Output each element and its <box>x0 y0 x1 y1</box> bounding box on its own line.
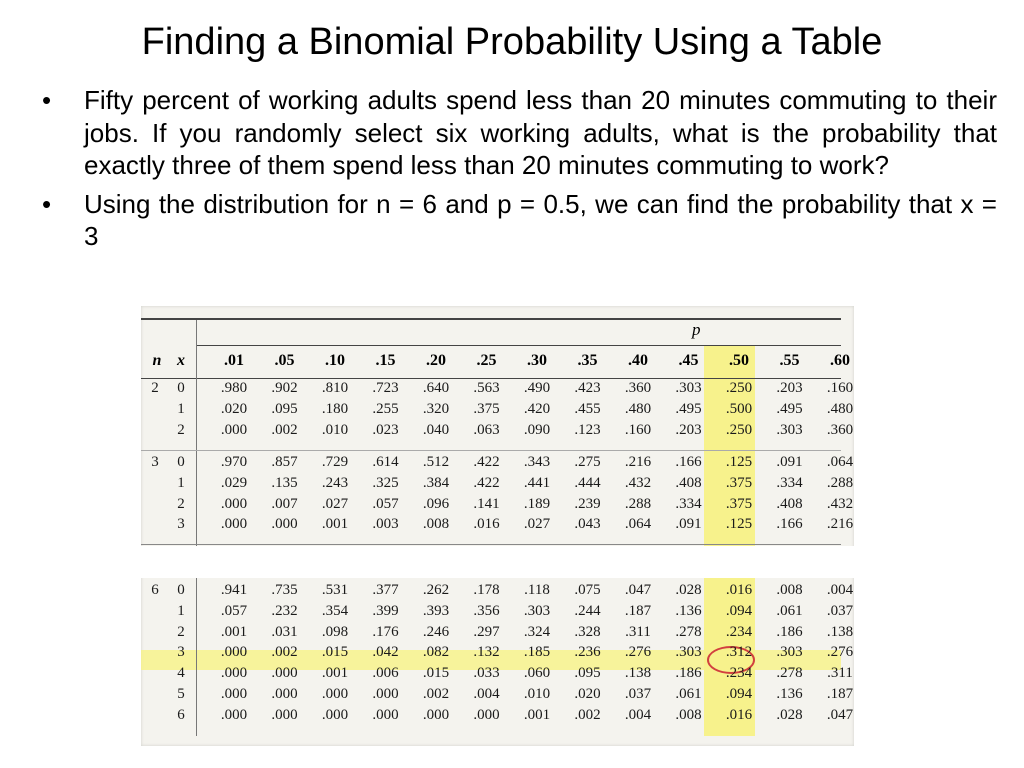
bullet-text: Using the distribution for n = 6 and p = 0.5, we can find the probability that x = 3 <box>84 188 997 252</box>
probability-cell: .008 <box>675 706 702 723</box>
probability-cell: .000 <box>271 706 298 723</box>
probability-cell: .000 <box>220 421 248 438</box>
probability-cell: .000 <box>220 686 248 702</box>
probability-cell: .297 <box>473 623 500 640</box>
probability-cell: .037 <box>826 602 854 619</box>
probability-cell: .980 <box>220 380 248 396</box>
probability-cell: .408 <box>776 495 803 512</box>
probability-cell: .360 <box>826 421 854 438</box>
probability-cell: .004 <box>826 582 854 598</box>
probability-cell: .203 <box>776 380 803 396</box>
probability-cell: .303 <box>776 421 803 438</box>
probability-cell: .118 <box>524 582 550 598</box>
probability-cell: .480 <box>624 400 652 417</box>
probability-cell: .031 <box>271 623 298 640</box>
x-value: 0 <box>177 454 185 470</box>
probability-cell: .138 <box>624 665 652 682</box>
probability-cell: .312 <box>725 644 753 661</box>
probability-cell: .288 <box>826 474 854 491</box>
probability-cell: .512 <box>422 454 450 470</box>
probability-cell: .857 <box>271 454 298 470</box>
probability-cell: .057 <box>372 495 399 512</box>
probability-cell: .023 <box>372 421 399 438</box>
probability-cell: .020 <box>574 686 601 702</box>
probability-cell: .091 <box>776 454 803 470</box>
x-value: 1 <box>177 400 185 417</box>
probability-cell: .061 <box>675 686 702 702</box>
probability-cell: .311 <box>827 665 853 682</box>
header-bottom-rule <box>141 378 841 379</box>
probability-cell: .276 <box>826 644 854 661</box>
probability-cell: .008 <box>422 516 450 533</box>
probability-cell: .236 <box>574 644 601 661</box>
x-value: 3 <box>177 644 185 661</box>
probability-cell: .420 <box>523 400 551 417</box>
probability-cell: .000 <box>220 644 248 661</box>
bullet-text: Fifty percent of working adults spend less than 20 minutes commuting to their jobs. If you randomly select six working adults, what is the probability that exactly three of them spend less than 20 minutes commuting to work? <box>84 85 997 181</box>
probability-cell: .354 <box>321 602 349 619</box>
probability-cell: .216 <box>624 454 652 470</box>
probability-cell: .384 <box>422 474 450 491</box>
probability-cell: .325 <box>372 474 399 491</box>
p-value-header: .35 <box>577 352 598 369</box>
probability-cell: .441 <box>523 474 551 491</box>
probability-cell: .000 <box>271 665 298 682</box>
probability-cell: .000 <box>372 686 399 702</box>
probability-cell: .250 <box>725 421 753 438</box>
probability-cell: .563 <box>473 380 500 396</box>
probability-cell: .356 <box>473 602 500 619</box>
probability-cell: .000 <box>473 706 500 723</box>
probability-cell: .278 <box>776 665 803 682</box>
x-value: 2 <box>177 421 185 438</box>
probability-cell: .432 <box>624 474 652 491</box>
p-value-header: .45 <box>678 352 699 369</box>
probability-cell: .423 <box>574 380 601 396</box>
probability-cell: .135 <box>271 474 298 491</box>
probability-cell: .095 <box>574 665 601 682</box>
probability-cell: .377 <box>372 582 399 598</box>
probability-cell: .094 <box>725 686 753 702</box>
probability-cell: .033 <box>473 665 500 682</box>
probability-cell: .216 <box>826 516 854 533</box>
probability-cell: .375 <box>473 400 500 417</box>
table-top-rule <box>141 318 841 320</box>
probability-cell: .375 <box>725 474 753 491</box>
probability-cell: .320 <box>422 400 450 417</box>
p-underline <box>196 345 841 346</box>
p-value-header: .15 <box>375 352 396 369</box>
probability-cell: .311 <box>625 623 651 640</box>
probability-cell: .125 <box>725 516 753 533</box>
probability-cell: .015 <box>321 644 349 661</box>
probability-cell: .246 <box>422 623 450 640</box>
x-value: 6 <box>177 706 185 723</box>
probability-cell: .500 <box>725 400 753 417</box>
x-header: x <box>177 352 185 369</box>
table-gap <box>141 546 854 578</box>
probability-cell: .006 <box>372 665 399 682</box>
probability-cell: .090 <box>523 421 551 438</box>
p-value-header: .20 <box>426 352 446 369</box>
p-value-header: .05 <box>274 352 295 369</box>
probability-cell: .064 <box>826 454 854 470</box>
probability-cell: .328 <box>574 623 601 640</box>
probability-cell: .303 <box>523 602 551 619</box>
probability-cell: .160 <box>624 421 652 438</box>
bullet-icon: • <box>42 188 52 219</box>
probability-cell: .729 <box>321 454 349 470</box>
probability-cell: .480 <box>826 400 854 417</box>
probability-cell: .334 <box>776 474 803 491</box>
probability-cell: .057 <box>220 602 248 619</box>
probability-cell: .002 <box>271 421 298 438</box>
probability-cell: .000 <box>220 706 248 723</box>
bullet-item <box>40 188 997 253</box>
probability-cell: .393 <box>422 602 450 619</box>
n-value: 6 <box>151 582 159 598</box>
probability-cell: .016 <box>725 582 753 598</box>
probability-cell: .178 <box>473 582 500 598</box>
probability-cell: .008 <box>776 582 803 598</box>
probability-cell: .495 <box>776 400 803 417</box>
bullet-item <box>40 84 997 182</box>
probability-cell: .042 <box>372 644 399 661</box>
binomial-table-image <box>141 306 854 746</box>
p-value-header: .10 <box>325 352 345 369</box>
probability-cell: .123 <box>574 421 601 438</box>
probability-cell: .043 <box>574 516 601 533</box>
probability-cell: .334 <box>675 495 702 512</box>
probability-cell: .002 <box>271 644 298 661</box>
probability-cell: .138 <box>826 623 854 640</box>
probability-cell: .244 <box>574 602 601 619</box>
probability-cell: .640 <box>422 380 450 396</box>
p-value-header: .60 <box>830 352 850 369</box>
probability-cell: .098 <box>321 623 349 640</box>
probability-cell: .001 <box>523 706 551 723</box>
probability-cell: .422 <box>473 474 500 491</box>
p-value-header: .01 <box>224 352 244 369</box>
probability-cell: .187 <box>624 602 652 619</box>
probability-cell: .187 <box>826 686 854 702</box>
x-value: 1 <box>177 602 185 619</box>
probability-cell: .028 <box>675 582 702 598</box>
probability-cell: .000 <box>220 665 248 682</box>
probability-cell: .186 <box>675 665 702 682</box>
probability-cell: .095 <box>271 400 298 417</box>
probability-cell: .091 <box>675 516 702 533</box>
probability-cell: .001 <box>321 665 349 682</box>
probability-cell: .082 <box>422 644 450 661</box>
probability-cell: .016 <box>725 706 753 723</box>
p-label: p <box>692 320 701 339</box>
x-value: 4 <box>177 665 185 682</box>
probability-cell: .399 <box>372 602 399 619</box>
probability-cell: .047 <box>826 706 854 723</box>
x-value: 2 <box>177 623 185 640</box>
probability-cell: .136 <box>675 602 702 619</box>
probability-cell: .970 <box>220 454 248 470</box>
p-value-header: .40 <box>628 352 648 369</box>
probability-cell: .288 <box>624 495 652 512</box>
probability-cell: .614 <box>372 454 399 470</box>
n-value: 2 <box>151 380 159 396</box>
probability-cell: .180 <box>321 400 349 417</box>
x-value: 3 <box>177 516 185 533</box>
probability-cell: .004 <box>624 706 652 723</box>
x-value: 1 <box>177 474 185 491</box>
bullet-list <box>40 84 997 259</box>
probability-cell: .250 <box>725 380 753 396</box>
probability-cell: .490 <box>523 380 551 396</box>
probability-cell: .020 <box>220 400 248 417</box>
probability-cell: .015 <box>422 665 450 682</box>
probability-cell: .232 <box>271 602 298 619</box>
probability-cell: .007 <box>271 495 298 512</box>
probability-cell: .001 <box>220 623 248 640</box>
probability-cell: .303 <box>675 380 702 396</box>
probability-cell: .094 <box>725 602 753 619</box>
probability-cell: .125 <box>725 454 753 470</box>
probability-cell: .303 <box>675 644 702 661</box>
probability-cell: .003 <box>372 516 399 533</box>
probability-cell: .166 <box>776 516 803 533</box>
probability-cell: .029 <box>220 474 248 491</box>
probability-cell: .061 <box>776 602 803 619</box>
p-value-header: .55 <box>779 352 800 369</box>
probability-cell: .278 <box>675 623 702 640</box>
probability-cell: .160 <box>826 380 854 396</box>
probability-cell: .375 <box>725 495 753 512</box>
probability-cell: .408 <box>675 474 702 491</box>
probability-cell: .444 <box>574 474 601 491</box>
probability-cell: .000 <box>321 706 349 723</box>
probability-cell: .189 <box>523 495 551 512</box>
probability-cell: .075 <box>574 582 601 598</box>
probability-cell: .735 <box>271 582 298 598</box>
column-divider <box>196 578 197 736</box>
probability-cell: .176 <box>372 623 399 640</box>
probability-cell: .185 <box>523 644 551 661</box>
block-divider <box>141 450 841 451</box>
x-value: 0 <box>177 582 185 598</box>
x-value: 5 <box>177 686 185 702</box>
probability-cell: .262 <box>422 582 450 598</box>
probability-cell: .016 <box>473 516 500 533</box>
probability-cell: .239 <box>574 495 601 512</box>
probability-cell: .531 <box>321 582 349 598</box>
column-divider <box>196 320 197 546</box>
probability-cell: .010 <box>321 421 349 438</box>
probability-cell: .037 <box>624 686 652 702</box>
probability-cell: .166 <box>675 454 702 470</box>
probability-cell: .203 <box>675 421 702 438</box>
probability-cell: .303 <box>776 644 803 661</box>
probability-cell: .136 <box>776 686 803 702</box>
n-header: n <box>152 352 162 369</box>
probability-cell: .000 <box>271 686 298 702</box>
probability-cell: .276 <box>624 644 652 661</box>
probability-cell: .495 <box>675 400 702 417</box>
probability-cell: .234 <box>725 665 753 682</box>
probability-cell: .902 <box>271 380 298 396</box>
probability-cell: .723 <box>372 380 399 396</box>
probability-cell: .047 <box>624 582 652 598</box>
x-value: 0 <box>177 380 185 396</box>
probability-cell: .028 <box>776 706 803 723</box>
probability-cell: .010 <box>523 686 551 702</box>
p-value-header: .30 <box>527 352 547 369</box>
probability-cell: .324 <box>523 623 551 640</box>
probability-cell: .027 <box>523 516 551 533</box>
probability-cell: .455 <box>574 400 601 417</box>
probability-cell: .000 <box>321 686 349 702</box>
slide-title: Finding a Binomial Probability Using a Table <box>141 21 883 63</box>
probability-cell: .243 <box>321 474 349 491</box>
probability-cell: .002 <box>574 706 601 723</box>
p-value-header: .50 <box>729 352 749 369</box>
probability-cell: .000 <box>422 706 450 723</box>
n-value: 3 <box>151 454 159 470</box>
x-value: 2 <box>177 495 185 512</box>
section-bottom-rule <box>141 544 841 545</box>
bullet-icon: • <box>42 85 52 115</box>
probability-cell: .422 <box>473 454 500 470</box>
probability-cell: .096 <box>422 495 450 512</box>
probability-cell: .255 <box>372 400 399 417</box>
probability-cell: .432 <box>826 495 854 512</box>
probability-cell: .060 <box>523 665 551 682</box>
probability-cell: .001 <box>321 516 349 533</box>
probability-cell: .234 <box>725 623 753 640</box>
probability-cell: .000 <box>271 516 298 533</box>
probability-cell: .002 <box>422 686 450 702</box>
probability-cell: .064 <box>624 516 652 533</box>
probability-cell: .000 <box>372 706 399 723</box>
probability-cell: .040 <box>422 421 450 438</box>
probability-cell: .186 <box>776 623 803 640</box>
probability-cell: .941 <box>220 582 248 598</box>
probability-cell: .810 <box>321 380 349 396</box>
probability-cell: .275 <box>574 454 601 470</box>
probability-cell: .132 <box>473 644 500 661</box>
probability-cell: .141 <box>473 495 500 512</box>
probability-cell: .027 <box>321 495 349 512</box>
probability-cell: .343 <box>523 454 551 470</box>
probability-cell: .063 <box>473 421 500 438</box>
probability-cell: .000 <box>220 495 248 512</box>
probability-cell: .000 <box>220 516 248 533</box>
probability-cell: .360 <box>624 380 652 396</box>
probability-cell: .004 <box>473 686 500 702</box>
p-value-header: .25 <box>476 352 497 369</box>
